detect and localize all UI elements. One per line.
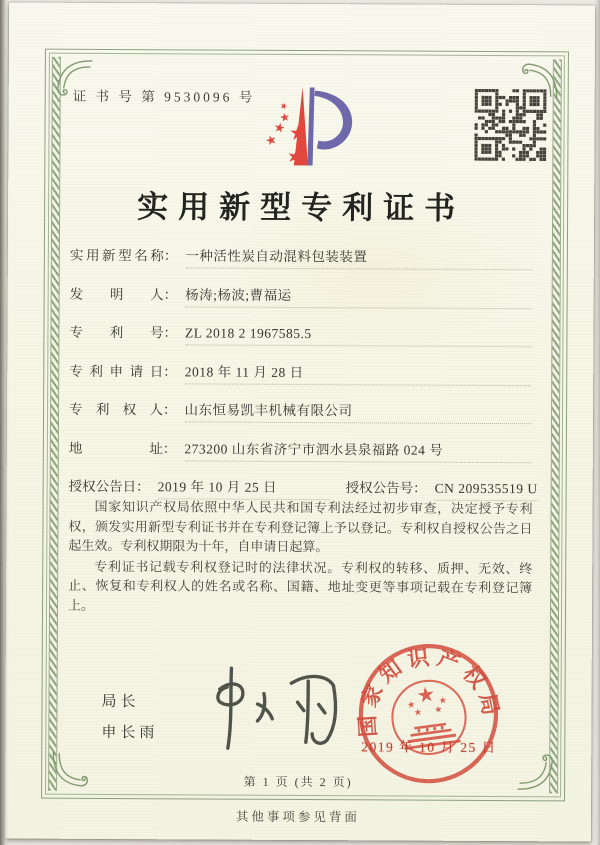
commissioner-title: 局长	[101, 693, 140, 711]
field-value: 273200 山东省济宁市泗水县泉福路 024 号	[184, 439, 531, 463]
fields-section	[68, 246, 538, 518]
certificate-sheet	[5, 2, 595, 841]
certificate-number: 证 书 号 第 9530096 号	[72, 88, 256, 105]
field-label: 地址	[68, 440, 163, 456]
field-label: 发明人	[69, 286, 164, 302]
certificate-title: 实用新型专利证书	[137, 189, 466, 226]
field-value: 2019 年 10 月 25 日	[158, 477, 330, 500]
field-label: 专利申请日	[69, 363, 164, 379]
legal-paragraph-2: 专利证书记载专利权登记时的法律状况。专利权的转移、质押、无效、终止、恢复和专利权人的姓名或名称、国籍、地址变更等事项记载在专利登记簿上。	[68, 558, 533, 613]
page-number: 第 1 页 (共 2 页)	[243, 774, 353, 790]
field-label: 授权公告日	[68, 478, 137, 495]
seal-date: 2019 年 10 月 25 日	[361, 739, 497, 756]
field-colon: ：	[136, 479, 150, 495]
field-value: 山东恒易凯丰机械有限公司	[184, 400, 531, 424]
field-colon: ：	[163, 248, 178, 264]
seal-agency-text: 国家知识产权局	[355, 644, 504, 738]
field-colon: ：	[163, 286, 178, 302]
qr-code	[474, 89, 546, 161]
field-value: CN 209535519 U	[435, 479, 538, 502]
field-colon: ：	[163, 363, 177, 379]
handwritten-signature	[201, 657, 352, 758]
field-row-invention-name	[70, 246, 532, 270]
legal-paragraph-1: 国家知识产权局依照中华人民共和国专利法经过初步审查，决定授予专利权，颁发实用新型专利证书并在专利登记簿上予以登记。专利权自授权公告之日起生效。专利权期限为十年，自申请日起算。	[68, 498, 533, 555]
field-colon: ：	[413, 480, 427, 496]
back-side-note: 其他事项参见背面	[235, 809, 360, 825]
field-colon: ：	[162, 440, 177, 456]
field-colon: ：	[163, 402, 177, 418]
legal-text-section	[68, 497, 533, 618]
field-label: 专利权人	[69, 401, 164, 418]
field-value: 2018 年 11 月 28 日	[185, 362, 532, 386]
field-row-patent-number	[69, 323, 531, 347]
field-value: ZL 2018 2 1967585.5	[185, 323, 532, 347]
commissioner-name: 申长雨	[101, 724, 159, 742]
field-label: 授权公告号	[345, 480, 414, 496]
field-row-address	[69, 438, 531, 462]
field-value: 杨涛;杨波;曹福运	[185, 285, 532, 309]
commissioner-block	[101, 687, 158, 749]
field-row-patentee	[69, 400, 531, 424]
field-row-filing-date	[69, 361, 531, 385]
field-row-inventors	[70, 284, 532, 308]
field-colon: ：	[163, 325, 178, 341]
field-label: 专利号	[69, 324, 164, 341]
cnipa-logo-icon	[254, 82, 358, 175]
field-label: 实用新型名称	[69, 247, 164, 264]
field-value: 一种活性炭自动混料包装装置	[185, 246, 532, 270]
